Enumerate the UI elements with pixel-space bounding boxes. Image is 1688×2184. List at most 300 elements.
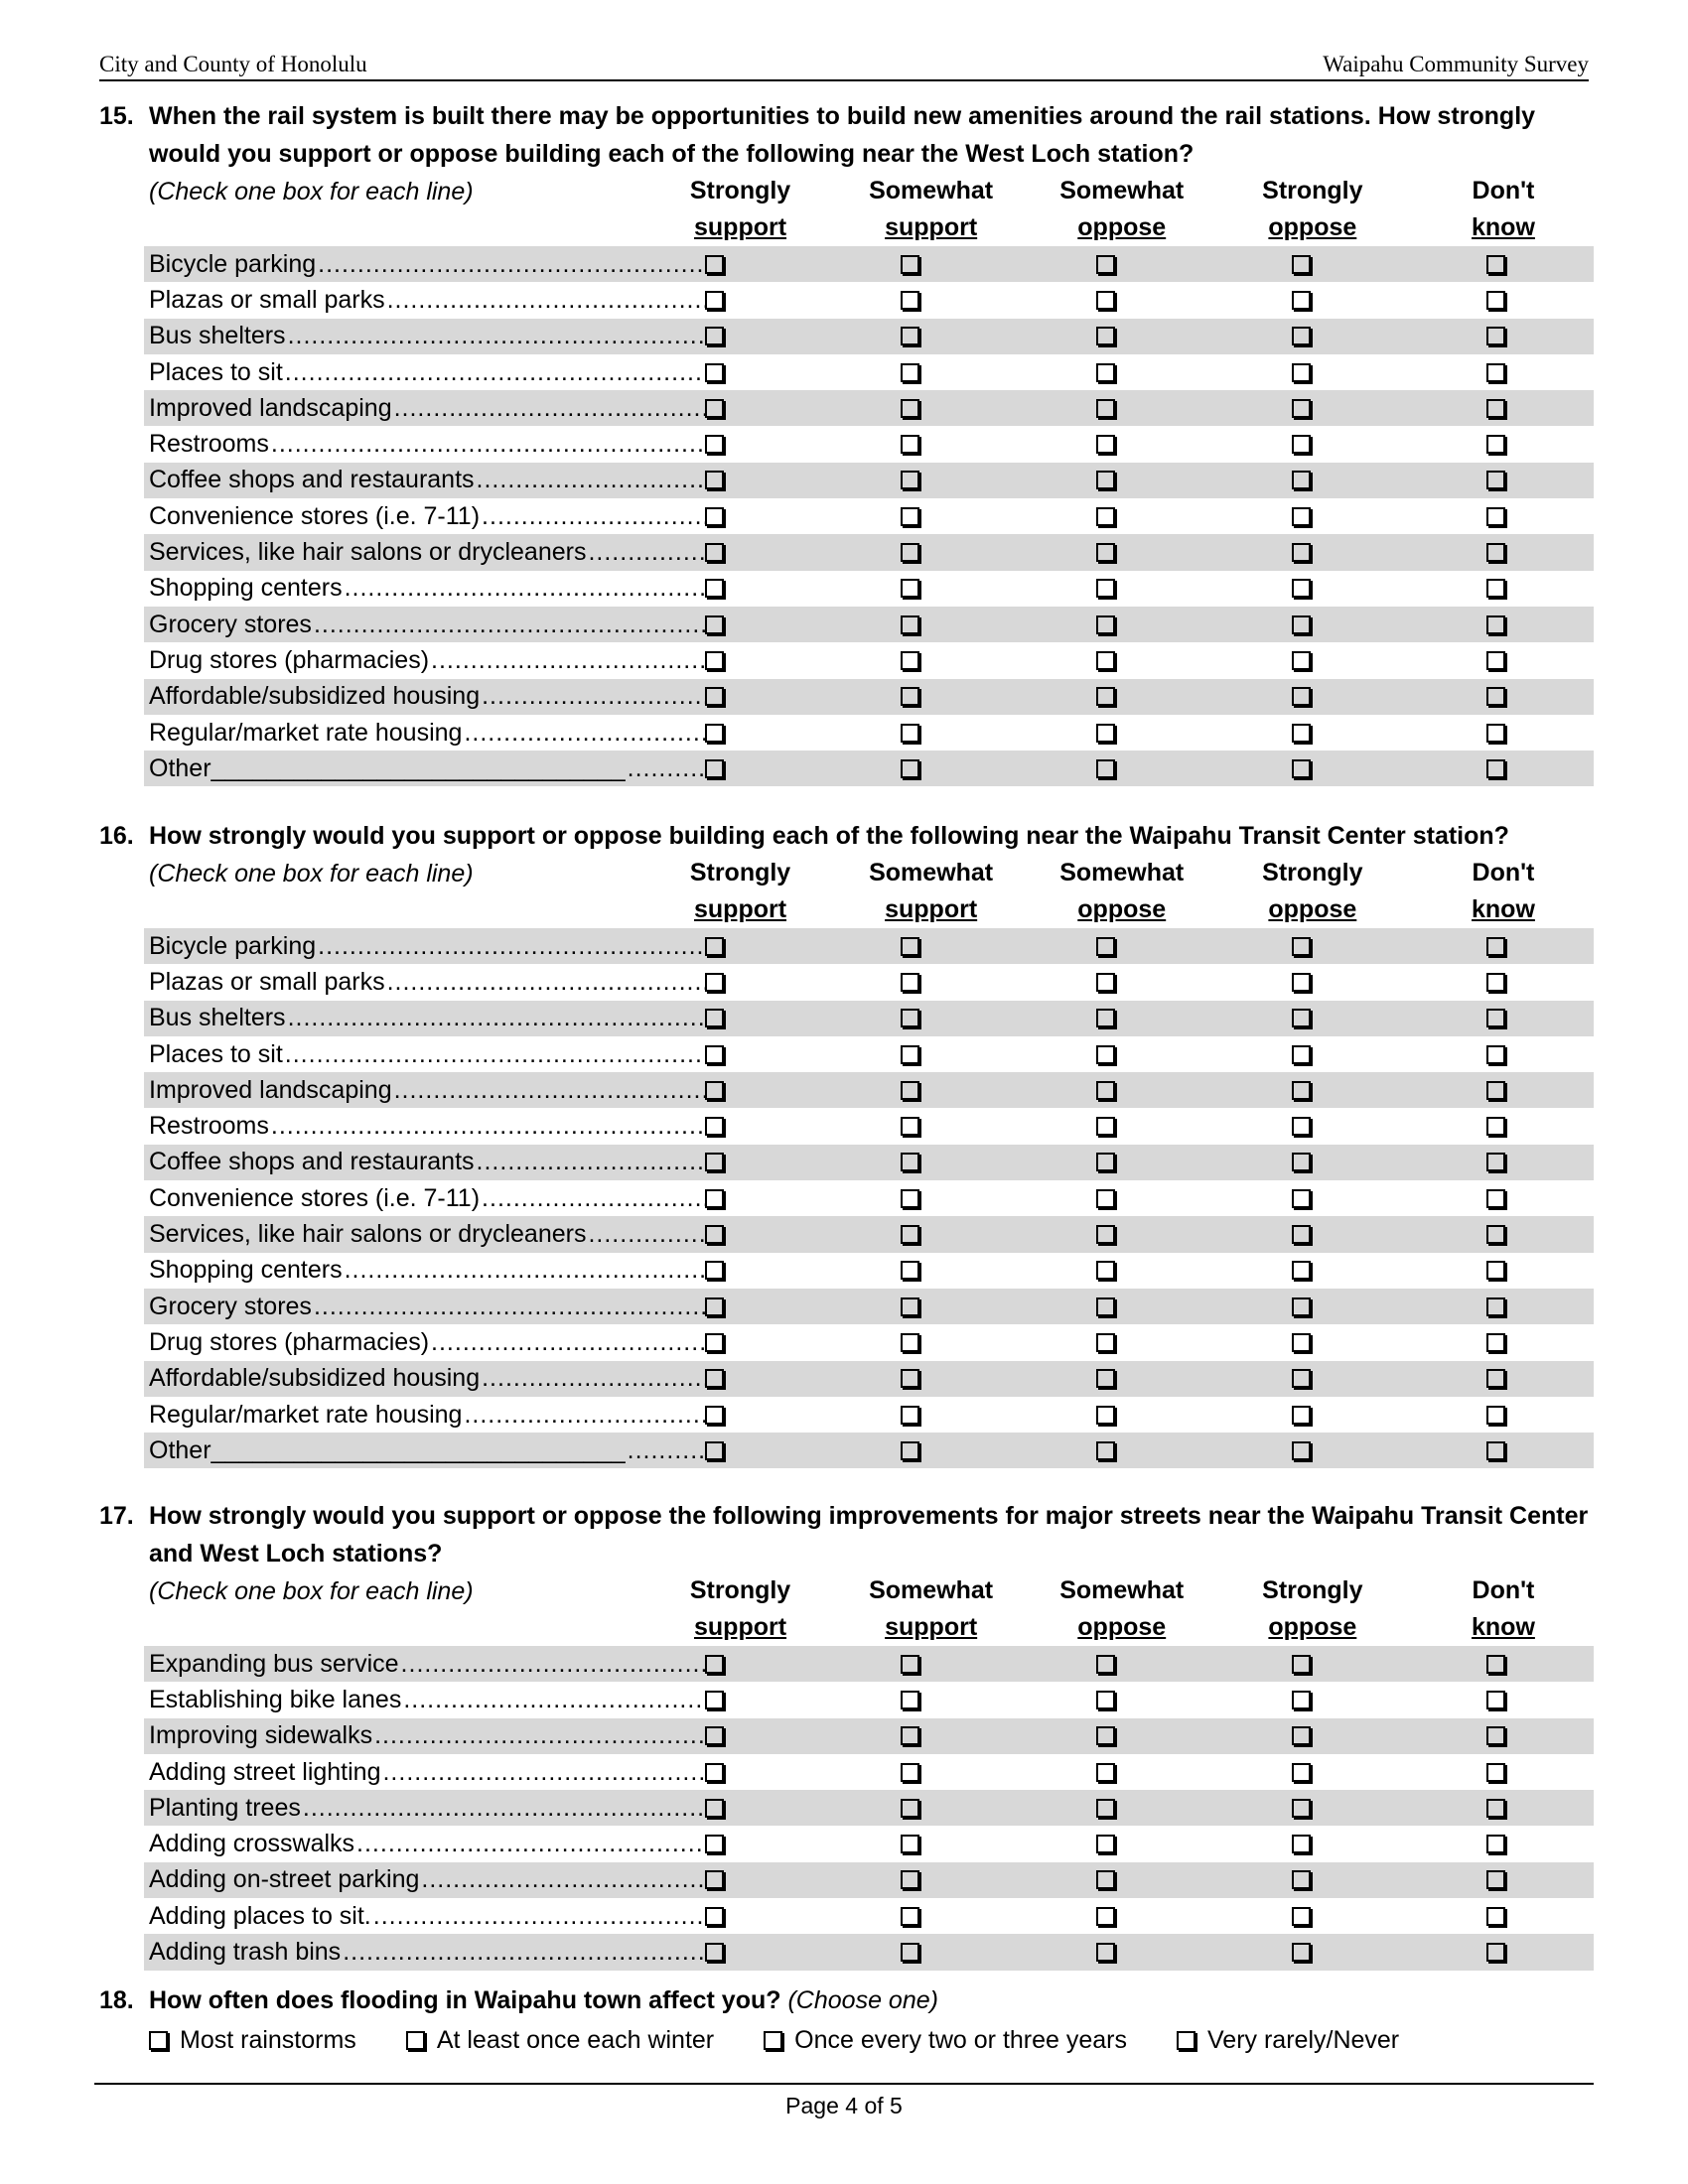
checkbox-dont-know[interactable] [1486,579,1505,598]
question-text: When the rail system is built there may be opportunities to build new amenities around the rail stations. How strongly would you support or oppose building each of the following near the West Loch station? [149,102,1536,168]
checkbox-strongly-oppose[interactable] [1292,1297,1311,1316]
table-row [144,1361,1594,1397]
checkbox-somewhat-oppose[interactable] [1096,1870,1115,1889]
checkbox-somewhat-oppose[interactable] [1096,1117,1115,1136]
checkbox-strongly-support[interactable] [705,1943,724,1962]
checkbox-strongly-support[interactable] [705,435,724,454]
q17-rows [144,1646,1594,1971]
checkbox-strongly-oppose[interactable] [1292,724,1311,743]
checkbox-somewhat-oppose[interactable] [1096,291,1115,310]
checkbox-strongly-support[interactable] [705,1441,724,1460]
checkbox-dont-know[interactable] [1486,363,1505,382]
checkbox-dont-know[interactable] [1486,759,1505,778]
row-label: Regular/market rate housing ..... [144,719,705,748]
checkbox-somewhat-oppose[interactable] [1096,687,1115,706]
option-once-each-winter[interactable]: At least once each winter [406,2021,714,2059]
checkbox-strongly-oppose[interactable] [1292,1153,1311,1171]
col-header-strongly-oppose: Strongly oppose [1262,859,1363,923]
row-label: Regular/market rate housing ..... [144,1401,705,1430]
table-row [144,964,1594,1000]
checkbox-strongly-oppose[interactable] [1292,1261,1311,1280]
checkbox-somewhat-oppose[interactable] [1096,1189,1115,1208]
checkbox-somewhat-oppose[interactable] [1096,1943,1115,1962]
row-label: Other______________________________ ..... [144,754,705,783]
question-number: 15. [99,102,134,130]
checkbox-somewhat-support[interactable] [901,687,919,706]
question-text: How strongly would you support or oppose building each of the following near the Waipahu Transit Center station? [149,822,1509,850]
row-label: Drug stores (pharmacies) ..... [144,646,705,675]
checkbox-dont-know[interactable] [1486,507,1505,526]
checkbox-strongly-support[interactable] [705,651,724,670]
checkbox-strongly-support[interactable] [705,937,724,956]
checkbox-strongly-oppose[interactable] [1292,363,1311,382]
checkbox-strongly-oppose[interactable] [1292,687,1311,706]
checkbox-strongly-support[interactable] [705,687,724,706]
question-number: 16. [99,822,134,850]
checkbox-dont-know[interactable] [1486,1189,1505,1208]
checkbox-dont-know[interactable] [1486,1333,1505,1352]
question-18 [99,1981,1599,2059]
checkbox-strongly-oppose[interactable] [1292,1045,1311,1064]
col-header-somewhat-oppose: Somewhat oppose [1059,177,1185,241]
row-label: Improved landscaping ..... [144,1076,705,1105]
option-most-rainstorms[interactable]: Most rainstorms [149,2021,356,2059]
row-label: Adding places to sit. ..... [144,1902,705,1931]
checkbox-strongly-support[interactable] [705,399,724,418]
checkbox-somewhat-oppose[interactable] [1096,399,1115,418]
table-row [144,1253,1594,1289]
checkbox-somewhat-oppose[interactable] [1096,1907,1115,1926]
checkbox-dont-know[interactable] [1486,1406,1505,1425]
checkbox-somewhat-support[interactable] [901,435,919,454]
checkbox-somewhat-support[interactable] [901,399,919,418]
question-17 [99,1497,1599,1971]
checkbox-somewhat-oppose[interactable] [1096,1691,1115,1709]
checkbox-strongly-support[interactable] [705,1835,724,1853]
checkbox-strongly-oppose[interactable] [1292,1655,1311,1674]
checkbox-strongly-oppose[interactable] [1292,1870,1311,1889]
row-label: Services, like hair salons or drycleaners ..... [144,538,705,567]
table-row [144,1001,1594,1036]
checkbox-somewhat-oppose[interactable] [1096,1369,1115,1388]
checkbox-strongly-oppose[interactable] [1292,1835,1311,1853]
checkbox-dont-know[interactable] [1486,327,1505,345]
checkbox-dont-know[interactable] [1486,1369,1505,1388]
checkbox-somewhat-oppose[interactable] [1096,1406,1115,1425]
checkbox-somewhat-oppose[interactable] [1096,651,1115,670]
checkbox-strongly-support[interactable] [705,724,724,743]
checkbox-dont-know[interactable] [1486,687,1505,706]
checkbox-somewhat-support[interactable] [901,1225,919,1244]
checkbox-somewhat-support[interactable] [901,1045,919,1064]
table-row [144,1216,1594,1252]
table-row [144,751,1594,786]
checkbox-somewhat-support[interactable] [901,615,919,634]
checkbox-dont-know[interactable] [1486,1261,1505,1280]
question-number: 18. [99,1986,134,2014]
checkbox-somewhat-support[interactable] [901,1117,919,1136]
checkbox-dont-know[interactable] [1486,291,1505,310]
row-label: Improving sidewalks ..... [144,1721,705,1750]
row-label: Shopping centers ..... [144,1256,705,1285]
checkbox-dont-know[interactable] [1486,1153,1505,1171]
checkbox-somewhat-support[interactable] [901,543,919,562]
checkbox-somewhat-support[interactable] [901,1153,919,1171]
checkbox-strongly-oppose[interactable] [1292,1441,1311,1460]
checkbox-dont-know[interactable] [1486,1297,1505,1316]
checkbox-somewhat-oppose[interactable] [1096,1333,1115,1352]
col-header-somewhat-oppose: Somewhat oppose [1059,859,1185,923]
checkbox-strongly-support[interactable] [705,291,724,310]
checkbox-strongly-support[interactable] [705,1045,724,1064]
question-text: How strongly would you support or oppose the following improvements for major streets near the Waipahu Transit Center and West Loch stations? [149,1502,1589,1568]
checkbox-strongly-support[interactable] [705,1153,724,1171]
header-org: City and County of Honolulu [99,52,367,76]
checkbox-strongly-oppose[interactable] [1292,291,1311,310]
row-label: Bus shelters ..... [144,322,705,350]
table-row [144,246,1594,282]
row-label: Restrooms ..... [144,1112,705,1141]
col-header-strongly-support: Strongly support [689,177,791,241]
checkbox-somewhat-oppose[interactable] [1096,937,1115,956]
checkbox-somewhat-support[interactable] [901,1369,919,1388]
checkbox-strongly-oppose[interactable] [1292,1333,1311,1352]
col-header-dont-know: Don't know [1472,859,1535,923]
checkbox-dont-know[interactable] [1486,1907,1505,1926]
option-every-two-three-years[interactable]: Once every two or three years [764,2021,1127,2059]
checkbox-somewhat-support[interactable] [901,1333,919,1352]
checkbox-somewhat-support[interactable] [901,291,919,310]
col-header-strongly-oppose: Strongly oppose [1262,1576,1363,1641]
checkbox-somewhat-oppose[interactable] [1096,1835,1115,1853]
checkbox-strongly-support[interactable] [705,615,724,634]
checkbox-dont-know[interactable] [1486,615,1505,634]
checkbox-somewhat-support[interactable] [901,507,919,526]
question-number: 17. [99,1502,134,1530]
checkbox-dont-know[interactable] [1486,1870,1505,1889]
checkbox-strongly-support[interactable] [705,1009,724,1027]
table-row [144,571,1594,607]
checkbox-somewhat-oppose[interactable] [1096,1153,1115,1171]
table-row [144,679,1594,715]
checkbox-somewhat-oppose[interactable] [1096,724,1115,743]
checkbox-dont-know[interactable] [1486,1799,1505,1818]
checkbox-dont-know[interactable] [1486,973,1505,992]
checkbox-somewhat-oppose[interactable] [1096,579,1115,598]
checkbox-somewhat-oppose[interactable] [1096,1045,1115,1064]
checkbox-strongly-support[interactable] [705,1726,724,1745]
table-row [144,1646,1594,1682]
row-label: Services, like hair salons or drycleaners ..... [144,1220,705,1249]
checkbox-strongly-oppose[interactable] [1292,507,1311,526]
instruction: (Check one box for each line) [149,1577,474,1605]
col-header-strongly-support: Strongly support [689,859,791,923]
checkbox-dont-know[interactable] [1486,1691,1505,1709]
checkbox-dont-know[interactable] [1486,1441,1505,1460]
checkbox-strongly-support[interactable] [705,327,724,345]
row-label: Plazas or small parks ..... [144,286,705,315]
table-row [144,1433,1594,1468]
checkbox-strongly-oppose[interactable] [1292,1726,1311,1745]
checkbox-strongly-support[interactable] [705,973,724,992]
checkbox-strongly-support[interactable] [705,759,724,778]
checkbox-strongly-support[interactable] [705,1333,724,1352]
checkbox-somewhat-oppose[interactable] [1096,973,1115,992]
checkbox[interactable] [406,2031,425,2050]
row-label: Adding street lighting ..... [144,1758,705,1787]
checkbox-somewhat-oppose[interactable] [1096,1009,1115,1027]
checkbox-somewhat-support[interactable] [901,651,919,670]
checkbox-dont-know[interactable] [1486,435,1505,454]
row-label: Restrooms ..... [144,430,705,459]
checkbox-somewhat-oppose[interactable] [1096,507,1115,526]
row-label: Grocery stores ..... [144,1293,705,1321]
checkbox-strongly-support[interactable] [705,255,724,274]
checkbox-strongly-support[interactable] [705,1297,724,1316]
row-label: Planting trees ..... [144,1794,705,1823]
checkbox-somewhat-oppose[interactable] [1096,1799,1115,1818]
checkbox-somewhat-oppose[interactable] [1096,363,1115,382]
question-text: How often does flooding in Waipahu town affect you? [149,1986,781,2014]
checkbox-dont-know[interactable] [1486,1726,1505,1745]
checkbox-dont-know[interactable] [1486,1009,1505,1027]
q18-options [149,2021,1599,2059]
checkbox-somewhat-support[interactable] [901,579,919,598]
table-row [144,1754,1594,1790]
checkbox-somewhat-support[interactable] [901,1943,919,1962]
checkbox-somewhat-support[interactable] [901,724,919,743]
checkbox-somewhat-support[interactable] [901,1081,919,1100]
table-row [144,463,1594,498]
checkbox-dont-know[interactable] [1486,255,1505,274]
checkbox-strongly-support[interactable] [705,1870,724,1889]
checkbox-dont-know[interactable] [1486,1225,1505,1244]
checkbox-strongly-oppose[interactable] [1292,651,1311,670]
option-very-rarely-never[interactable]: Very rarely/Never [1177,2021,1399,2059]
row-label: Coffee shops and restaurants ..... [144,466,705,494]
row-label: Bus shelters ..... [144,1004,705,1032]
checkbox-somewhat-support[interactable] [901,327,919,345]
checkbox-strongly-support[interactable] [705,1406,724,1425]
checkbox-strongly-oppose[interactable] [1292,399,1311,418]
checkbox-somewhat-support[interactable] [901,1726,919,1745]
row-label: Places to sit ..... [144,1040,705,1069]
checkbox-somewhat-support[interactable] [901,471,919,489]
q15-rows [144,246,1594,786]
checkbox[interactable] [764,2031,782,2050]
checkbox-somewhat-oppose[interactable] [1096,1763,1115,1782]
checkbox-strongly-oppose[interactable] [1292,973,1311,992]
checkbox-somewhat-support[interactable] [901,759,919,778]
col-header-dont-know: Don't know [1472,1576,1535,1641]
checkbox-strongly-oppose[interactable] [1292,255,1311,274]
checkbox-strongly-oppose[interactable] [1292,1799,1311,1818]
checkbox-somewhat-support[interactable] [901,363,919,382]
checkbox-somewhat-oppose[interactable] [1096,255,1115,274]
checkbox-somewhat-support[interactable] [901,973,919,992]
checkbox-strongly-support[interactable] [705,579,724,598]
row-label: Bicycle parking ..... [144,250,705,279]
checkbox-dont-know[interactable] [1486,937,1505,956]
checkbox-dont-know[interactable] [1486,1081,1505,1100]
checkbox-strongly-oppose[interactable] [1292,579,1311,598]
checkbox-strongly-oppose[interactable] [1292,543,1311,562]
checkbox-strongly-support[interactable] [705,1081,724,1100]
table-row [144,1682,1594,1717]
checkbox-strongly-support[interactable] [705,1189,724,1208]
checkbox-strongly-oppose[interactable] [1292,327,1311,345]
checkbox-strongly-support[interactable] [705,1763,724,1782]
checkbox-strongly-oppose[interactable] [1292,937,1311,956]
checkbox-strongly-support[interactable] [705,1261,724,1280]
instruction: (Check one box for each line) [149,860,474,887]
col-header-dont-know: Don't know [1472,177,1535,241]
checkbox-somewhat-support[interactable] [901,1763,919,1782]
col-header-somewhat-oppose: Somewhat oppose [1059,1576,1185,1641]
q16-rows [144,928,1594,1468]
row-label: Coffee shops and restaurants ..... [144,1148,705,1176]
checkbox-strongly-oppose[interactable] [1292,759,1311,778]
checkbox-strongly-support[interactable] [705,1225,724,1244]
row-label: Convenience stores (i.e. 7-11) ..... [144,502,705,531]
checkbox-dont-know[interactable] [1486,1045,1505,1064]
column-header-row [149,855,1599,928]
checkbox-strongly-oppose[interactable] [1292,435,1311,454]
instruction: (Choose one) [787,1986,938,2014]
checkbox-strongly-support[interactable] [705,363,724,382]
checkbox-strongly-oppose[interactable] [1292,1907,1311,1926]
checkbox-strongly-support[interactable] [705,1691,724,1709]
row-label: Adding trash bins ..... [144,1938,705,1967]
table-row [144,1324,1594,1360]
table-row [144,1826,1594,1861]
checkbox-somewhat-support[interactable] [901,937,919,956]
checkbox-somewhat-support[interactable] [901,1189,919,1208]
checkbox-strongly-oppose[interactable] [1292,1763,1311,1782]
checkbox-somewhat-support[interactable] [901,255,919,274]
checkbox-strongly-support[interactable] [705,1369,724,1388]
row-label: Expanding bus service ..... [144,1650,705,1679]
checkbox-strongly-support[interactable] [705,1655,724,1674]
checkbox-dont-know[interactable] [1486,1835,1505,1853]
checkbox[interactable] [149,2031,168,2050]
checkbox-strongly-oppose[interactable] [1292,471,1311,489]
row-label: Shopping centers ..... [144,574,705,603]
checkbox-dont-know[interactable] [1486,1655,1505,1674]
row-label: Drug stores (pharmacies) ..... [144,1328,705,1357]
checkbox-strongly-oppose[interactable] [1292,1691,1311,1709]
checkbox-strongly-support[interactable] [705,1117,724,1136]
checkbox-strongly-oppose[interactable] [1292,1117,1311,1136]
row-label: Adding crosswalks ..... [144,1830,705,1858]
row-label: Adding on-street parking ..... [144,1865,705,1894]
checkbox[interactable] [1177,2031,1196,2050]
checkbox-somewhat-oppose[interactable] [1096,759,1115,778]
col-header-somewhat-support: Somewhat support [869,1576,994,1641]
checkbox-strongly-support[interactable] [705,1907,724,1926]
row-label: Places to sit ..... [144,358,705,387]
question-16 [99,817,1599,1468]
checkbox-somewhat-oppose[interactable] [1096,1441,1115,1460]
checkbox-somewhat-oppose[interactable] [1096,1297,1115,1316]
table-row [144,1718,1594,1754]
table-row [144,1180,1594,1216]
table-row [144,1036,1594,1072]
checkbox-somewhat-support[interactable] [901,1297,919,1316]
row-label: Convenience stores (i.e. 7-11) ..... [144,1184,705,1213]
checkbox-somewhat-oppose[interactable] [1096,1261,1115,1280]
checkbox-dont-know[interactable] [1486,724,1505,743]
checkbox-somewhat-oppose[interactable] [1096,543,1115,562]
checkbox-strongly-support[interactable] [705,543,724,562]
checkbox-somewhat-oppose[interactable] [1096,615,1115,634]
checkbox-somewhat-support[interactable] [901,1870,919,1889]
col-header-strongly-support: Strongly support [689,1576,791,1641]
checkbox-dont-know[interactable] [1486,1117,1505,1136]
checkbox-somewhat-support[interactable] [901,1799,919,1818]
row-label: Plazas or small parks ..... [144,968,705,997]
checkbox-dont-know[interactable] [1486,543,1505,562]
checkbox-somewhat-oppose[interactable] [1096,1655,1115,1674]
checkbox-somewhat-support[interactable] [901,1441,919,1460]
column-header-row [149,1572,1599,1646]
footer-rule [94,2083,1594,2085]
checkbox-somewhat-support[interactable] [901,1261,919,1280]
table-row [144,354,1594,390]
checkbox-dont-know[interactable] [1486,1763,1505,1782]
col-header-strongly-oppose: Strongly oppose [1262,177,1363,241]
row-label: Improved landscaping ..... [144,394,705,423]
checkbox-strongly-oppose[interactable] [1292,1081,1311,1100]
column-header-row [149,173,1599,246]
checkbox-strongly-support[interactable] [705,1799,724,1818]
checkbox-strongly-oppose[interactable] [1292,615,1311,634]
checkbox-somewhat-oppose[interactable] [1096,1081,1115,1100]
checkbox-strongly-oppose[interactable] [1292,1406,1311,1425]
checkbox-somewhat-oppose[interactable] [1096,435,1115,454]
checkbox-somewhat-support[interactable] [901,1009,919,1027]
checkbox-dont-know[interactable] [1486,651,1505,670]
checkbox-strongly-support[interactable] [705,507,724,526]
checkbox-dont-know[interactable] [1486,399,1505,418]
table-row [144,426,1594,462]
row-label: Affordable/subsidized housing ..... [144,682,705,711]
checkbox-somewhat-oppose[interactable] [1096,1225,1115,1244]
table-row [144,390,1594,426]
table-row [144,1862,1594,1898]
checkbox-somewhat-oppose[interactable] [1096,1726,1115,1745]
checkbox-strongly-oppose[interactable] [1292,1225,1311,1244]
checkbox-somewhat-oppose[interactable] [1096,471,1115,489]
checkbox-strongly-oppose[interactable] [1292,1189,1311,1208]
checkbox-dont-know[interactable] [1486,471,1505,489]
checkbox-strongly-support[interactable] [705,471,724,489]
checkbox-somewhat-support[interactable] [901,1655,919,1674]
checkbox-strongly-oppose[interactable] [1292,1009,1311,1027]
checkbox-strongly-oppose[interactable] [1292,1943,1311,1962]
checkbox-somewhat-support[interactable] [901,1835,919,1853]
page-header [99,52,1589,81]
checkbox-strongly-oppose[interactable] [1292,1369,1311,1388]
checkbox-dont-know[interactable] [1486,1943,1505,1962]
checkbox-somewhat-support[interactable] [901,1907,919,1926]
row-label: Establishing bike lanes ..... [144,1686,705,1714]
checkbox-somewhat-oppose[interactable] [1096,327,1115,345]
checkbox-somewhat-support[interactable] [901,1691,919,1709]
table-row [144,715,1594,751]
checkbox-somewhat-support[interactable] [901,1406,919,1425]
table-row [144,1790,1594,1826]
